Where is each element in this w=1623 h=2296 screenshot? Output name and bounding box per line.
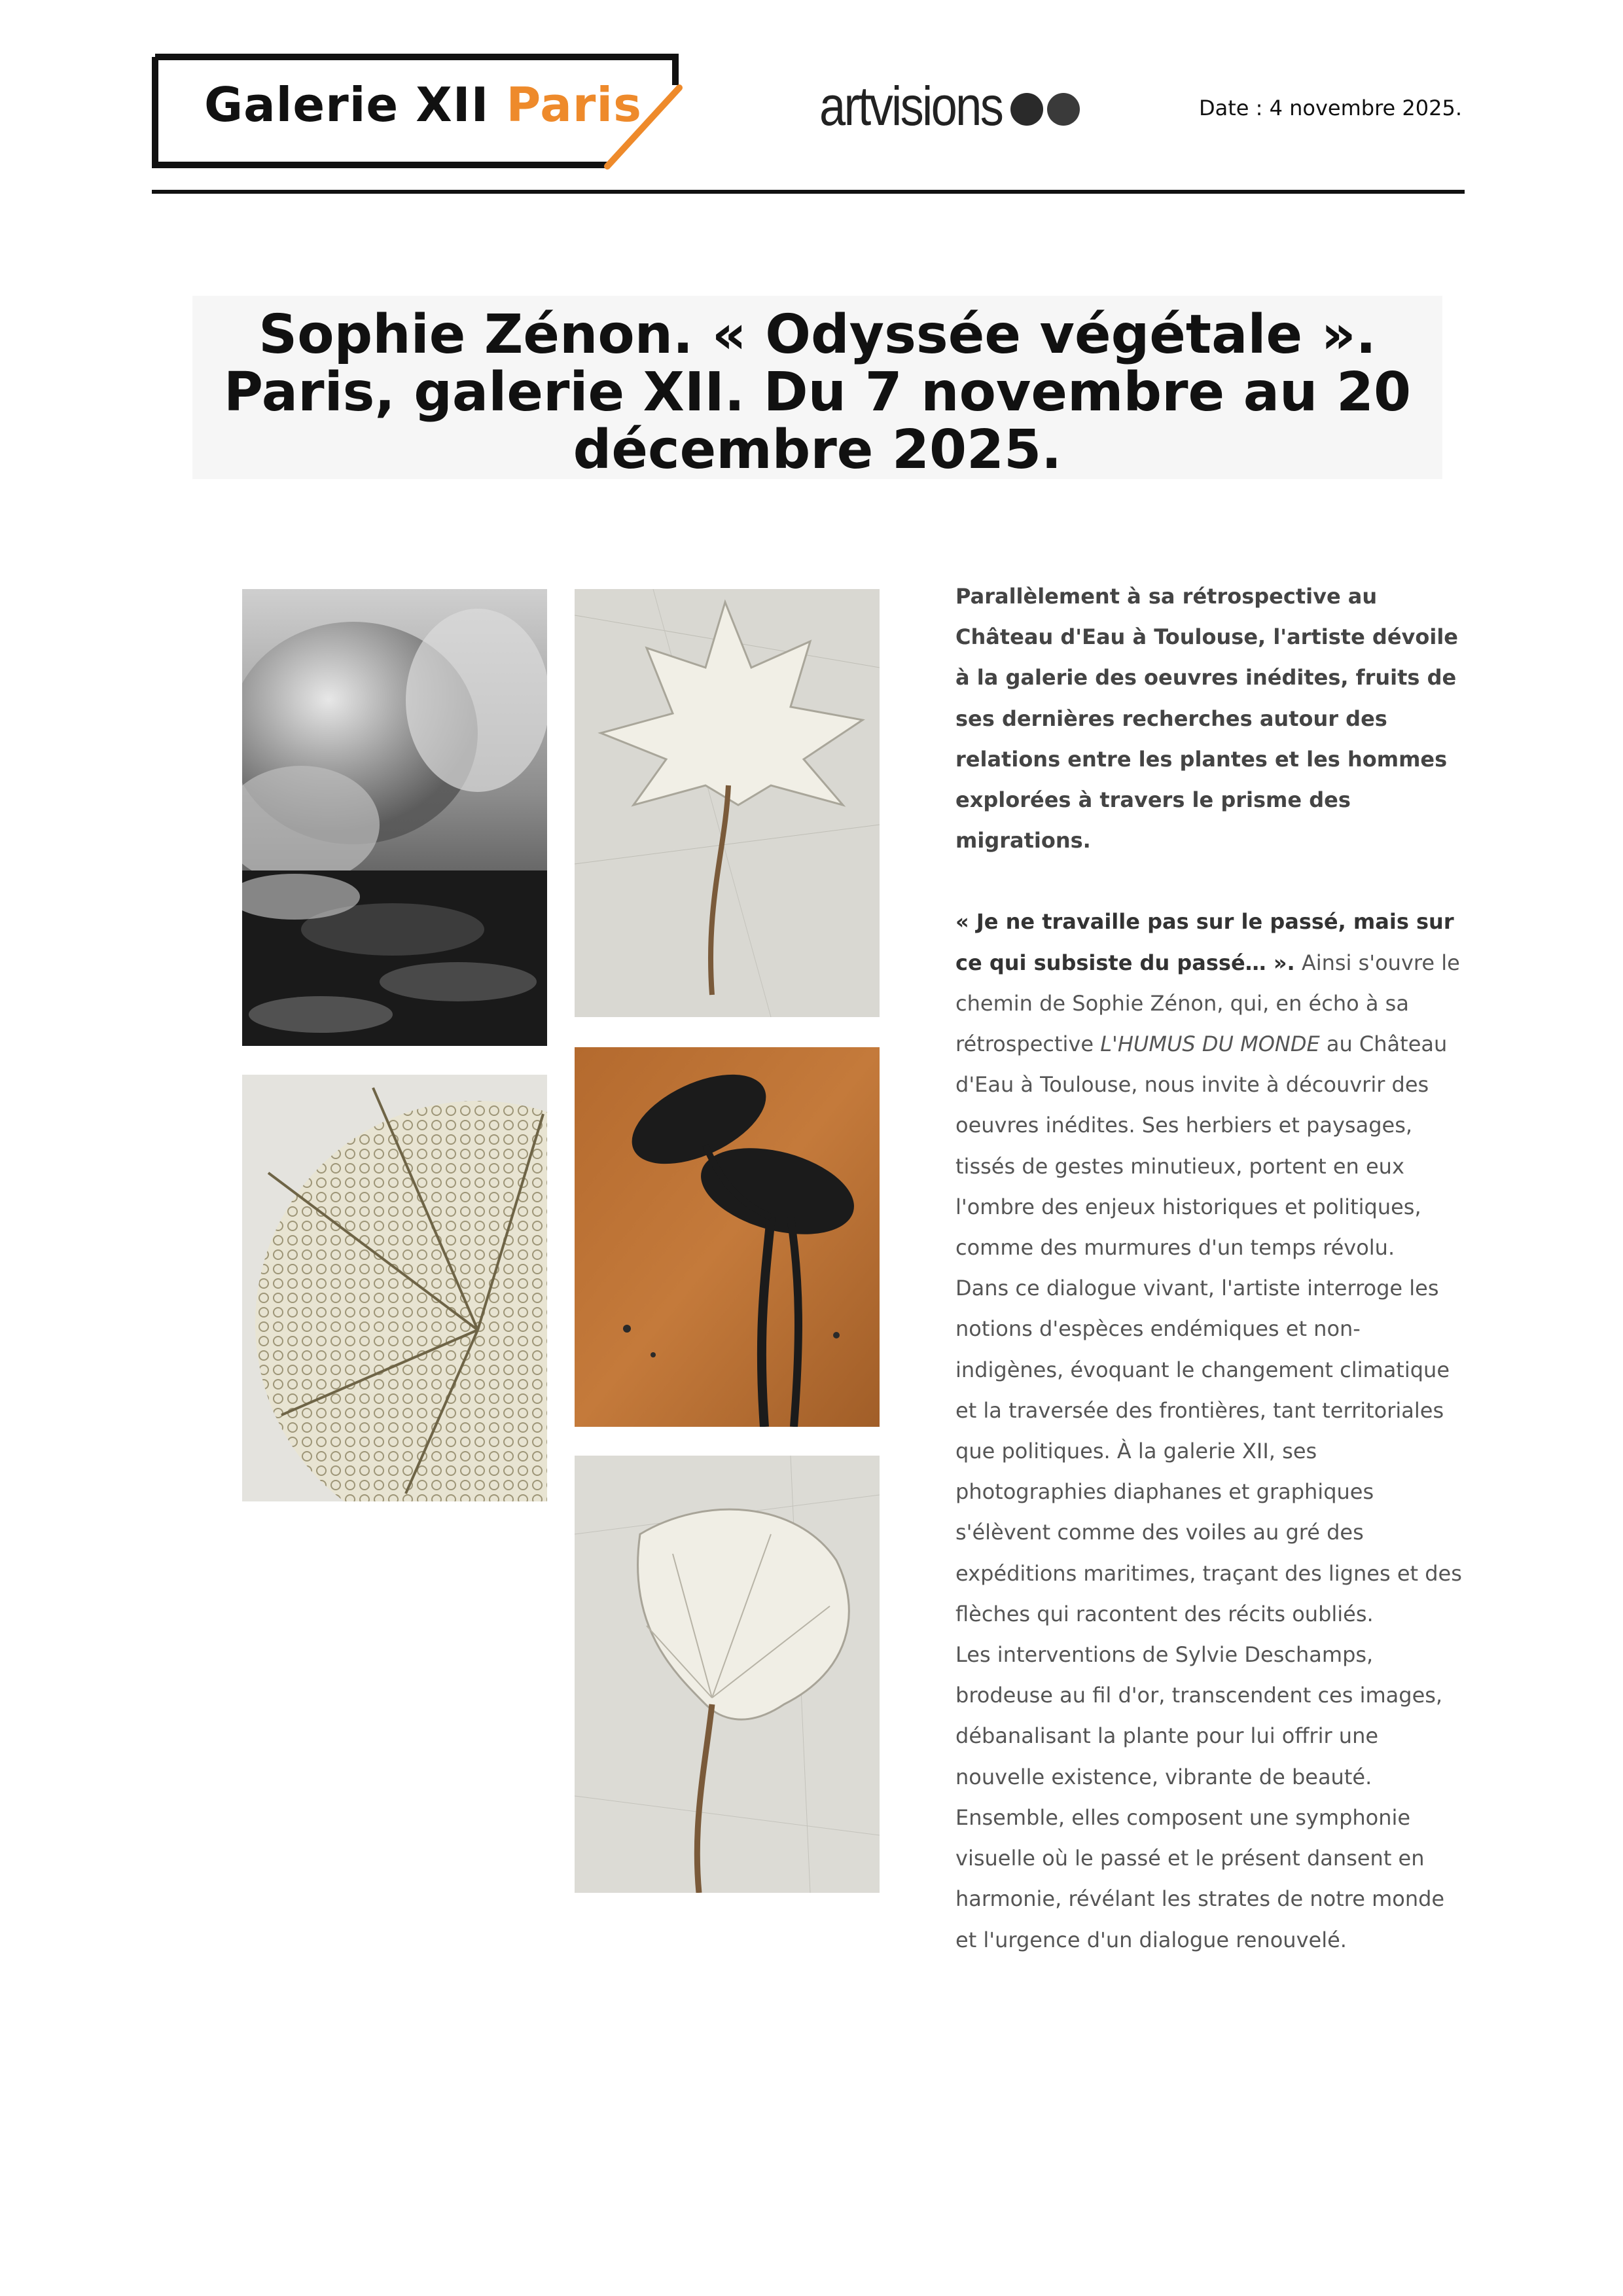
gallery-logo-text — [204, 77, 642, 132]
photo-white-leaf-print — [575, 1456, 880, 1893]
article-paragraph-1-before: Ainsi s'ouvre le chemin de Sophie Zénon, qui, en écho à sa rétrospective — [955, 950, 1460, 1057]
exhibition-name-italic: L'HUMUS DU MONDE — [1100, 1031, 1320, 1057]
brand-dot-1 — [1010, 93, 1043, 126]
article-paragraph-1 — [955, 901, 1466, 1268]
artvisions-dots — [1010, 93, 1084, 126]
gallery-logo-word-galerie: Galerie XII — [204, 77, 490, 132]
article-title: Sophie Zénon. « Odyssée végétale ». Paris, galerie XII. Du 7 novembre au 20 décembre 2025. — [223, 304, 1412, 481]
article-body — [955, 576, 1466, 1960]
artist-quote: « Je ne travaille pas sur le passé, mais sur ce qui subsiste du passé… ». — [955, 909, 1454, 975]
article-paragraph-1-after: au Château d'Eau à Toulouse, nous invite à découvrir des oeuvres inédites. Ses herbiers et paysages, tissés de gestes minutieux, portent en eux l'ombre des enjeux historiques et politiques, comme des murmures d'un temps révolu. — [955, 1031, 1448, 1261]
article-paragraph-2: Dans ce dialogue vivant, l'artiste interroge les notions d'espèces endémiques et non-indigènes, évoquant le changement climatique et la traversée des frontières, tant territoriales que politiques. À la galerie XII, ses photographies diaphanes et graphiques s'élèvent comme des voiles au gré des expéditions maritimes, traçant des lignes et des flèches qui racontent des récits oubliés. — [955, 1276, 1462, 1626]
photo-dark-flowers-ochre — [575, 1047, 880, 1427]
header-divider — [152, 190, 1465, 194]
publication-date: Date : 4 novembre 2025. — [1198, 96, 1462, 120]
photo-textured-leaf — [242, 1075, 547, 1501]
photo-begonia-leaf-print — [575, 589, 880, 1017]
gallery-logo-word-paris: Paris — [506, 77, 642, 132]
brand-dot-2 — [1047, 93, 1080, 126]
article-lead-paragraph: Parallèlement à sa rétrospective au Château d'Eau à Toulouse, l'artiste dévoile à la galerie des oeuvres inédites, fruits de ses dernières recherches autour des relations entre les plantes et les hommes explorées à travers le prisme des migrations. — [955, 584, 1458, 853]
article-paragraph-3: Les interventions de Sylvie Deschamps, brodeuse au fil d'or, transcendent ces images, débanalisant la plante pour lui offrir une nouvelle existence, vibrante de beauté. Ensemble, elles composent une symphonie visuelle où le passé et le présent dansent en harmonie, révélant les strates de notre monde et l'urgence d'un dialogue renouvelé. — [955, 1642, 1445, 1952]
artvisions-wordmark: artvisions — [819, 75, 1003, 137]
artvisions-logo — [819, 73, 1032, 139]
photo-infrared-landscape — [242, 589, 547, 1046]
